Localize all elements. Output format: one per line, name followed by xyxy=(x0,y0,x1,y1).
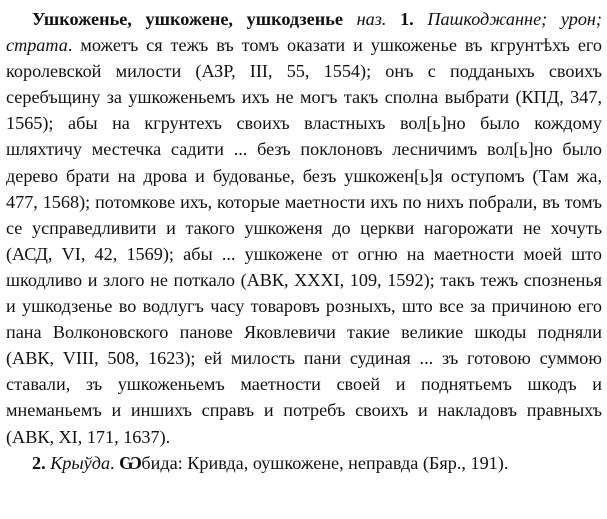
grammar-label: наз. xyxy=(356,9,387,29)
sense-2-number: 2. xyxy=(32,452,46,473)
sense-1-citations: можетъ ся тежъ въ томъ оказати и ушкоженье въ кгрунтѣхъ его королевской милости (АЗР, III, 55, 1554); онъ с подданыхъ своихъ серебъщину за ушкоженьемъ ихъ не могъ такъ сполна выбрати (КПД, 347, 1565); абы на кгрунтехъ своихъ властныхъ вол[ь]но было кождому шляхтичу местечка садити ... безъ поклоновъ лесничимъ вол[ь]но было дерево брати на дрова и будованье, безъ ушкожен[ь]я оступомъ (Там жа, 477, 1568); потомкове ихъ, которые маетности ихъ по нихъ побрали, въ томъ се усправедливити и такого ушкоженя до церкви нагорожати не хочуть (АСД, VI, 42, 1569); абы ... ушкожене от огню на маетности моей што шкодливо и злого не поткало (АВК, XXXI, 109, 1592); такъ тежъ спозненья и ушкодзенье во водлугъ часу товаровъ розныхъ, што все за причиною его пана Волконовского панове Яковлевичи такие великие шкоды подняли (АВК, VIII, 508, 1623); ей милость пани судиная ... зъ готовою суммою ставали, зъ ушкоженьемъ маетности своей и поднятьемъ шкодъ и мнеманьемъ и иншихъ справъ и потребъ своихъ и накладовъ правныхъ (АВК, XI, 171, 1637). xyxy=(6,35,602,447)
sense-2-marker: Ѡ xyxy=(119,452,142,473)
sense-1-gloss: Пашкоджанне; урон; страта xyxy=(6,9,602,56)
sense-2-gloss-punct: . xyxy=(110,452,115,473)
sense-2-citations: бида: Кривда, оушкожене, неправда (Бяр., 191). xyxy=(141,452,509,473)
headword: Ушкоженье, ушкожене, ушкодзенье xyxy=(32,9,343,29)
sense-2-paragraph xyxy=(6,450,602,476)
dictionary-entry xyxy=(6,6,602,476)
sense-1-gloss-punct: . xyxy=(67,35,73,56)
sense-1-paragraph xyxy=(6,6,602,450)
sense-1-number: 1. xyxy=(400,9,414,29)
sense-2-gloss: Крыўда xyxy=(50,452,111,473)
